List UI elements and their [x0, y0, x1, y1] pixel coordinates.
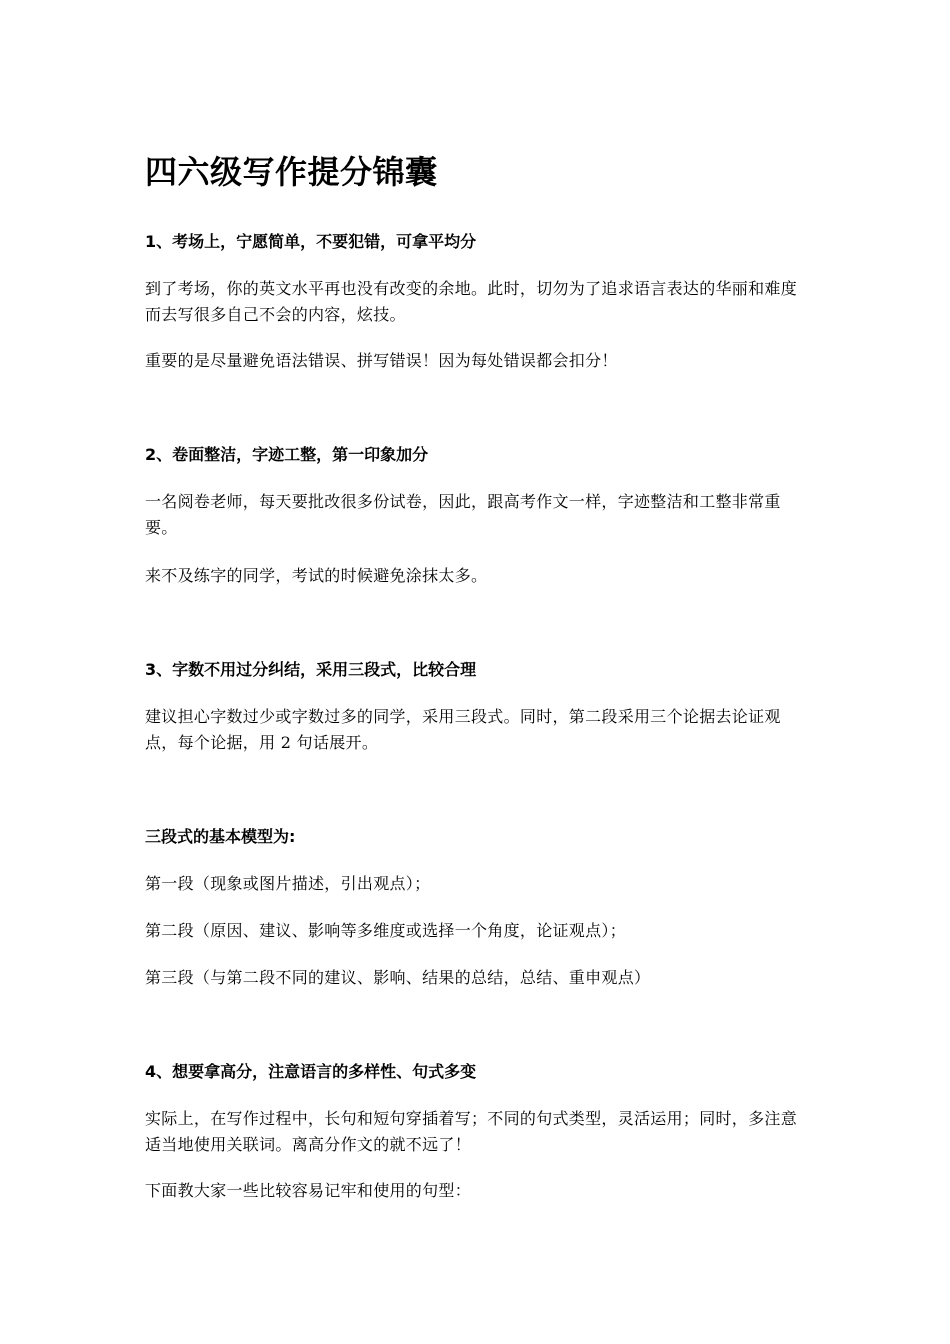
section-4-paragraph-1: 实际上，在写作过程中，长句和短句穿插着写；不同的句式类型，灵活运用；同时，多注意适当地使用关联词。离高分作文的就不远了！: [145, 1109, 798, 1154]
model-paragraph-3: 第三段（与第二段不同的建议、影响、结果的总结，总结、重申观点）: [145, 968, 651, 987]
section-3-paragraph-1: 建议担心字数过少或字数过多的同学，采用三段式。同时，第二段采用三个论据去论证观点，每个论据，用 2 句话展开。: [145, 707, 781, 752]
section-2-heading: 2、卷面整洁，字迹工整，第一印象加分: [145, 445, 429, 464]
section-1-paragraph-2: 重要的是尽量避免语法错误、拼写错误！因为每处错误都会扣分！: [145, 351, 618, 370]
section-4-paragraph-2: 下面教大家一些比较容易记牢和使用的句型：: [145, 1181, 472, 1200]
model-paragraph-1: 第一段（现象或图片描述，引出观点）；: [145, 874, 431, 893]
section-1-paragraph-1: 到了考场，你的英文水平再也没有改变的余地。此时，切勿为了追求语言表达的华丽和难度而去写很多自己不会的内容，炫技。: [145, 279, 798, 324]
model-paragraph-2: 第二段（原因、建议、影响等多维度或选择一个角度，论证观点）；: [145, 921, 627, 940]
section-4-heading: 4、想要拿高分，注意语言的多样性、句式多变: [145, 1062, 477, 1081]
section-3-heading: 3、字数不用过分纠结，采用三段式，比较合理: [145, 660, 477, 679]
section-1-heading: 1、考场上，宁愿简单，不要犯错，可拿平均分: [145, 232, 477, 251]
page-title: 四六级写作提分锦囊: [145, 153, 438, 191]
section-2-paragraph-2: 来不及练字的同学，考试的时候避免涂抹太多。: [145, 566, 488, 585]
section-2-paragraph-1: 一名阅卷老师，每天要批改很多份试卷，因此，跟高考作文一样，字迹整洁和工整非常重要。: [145, 492, 781, 537]
model-heading: 三段式的基本模型为:: [145, 827, 296, 846]
